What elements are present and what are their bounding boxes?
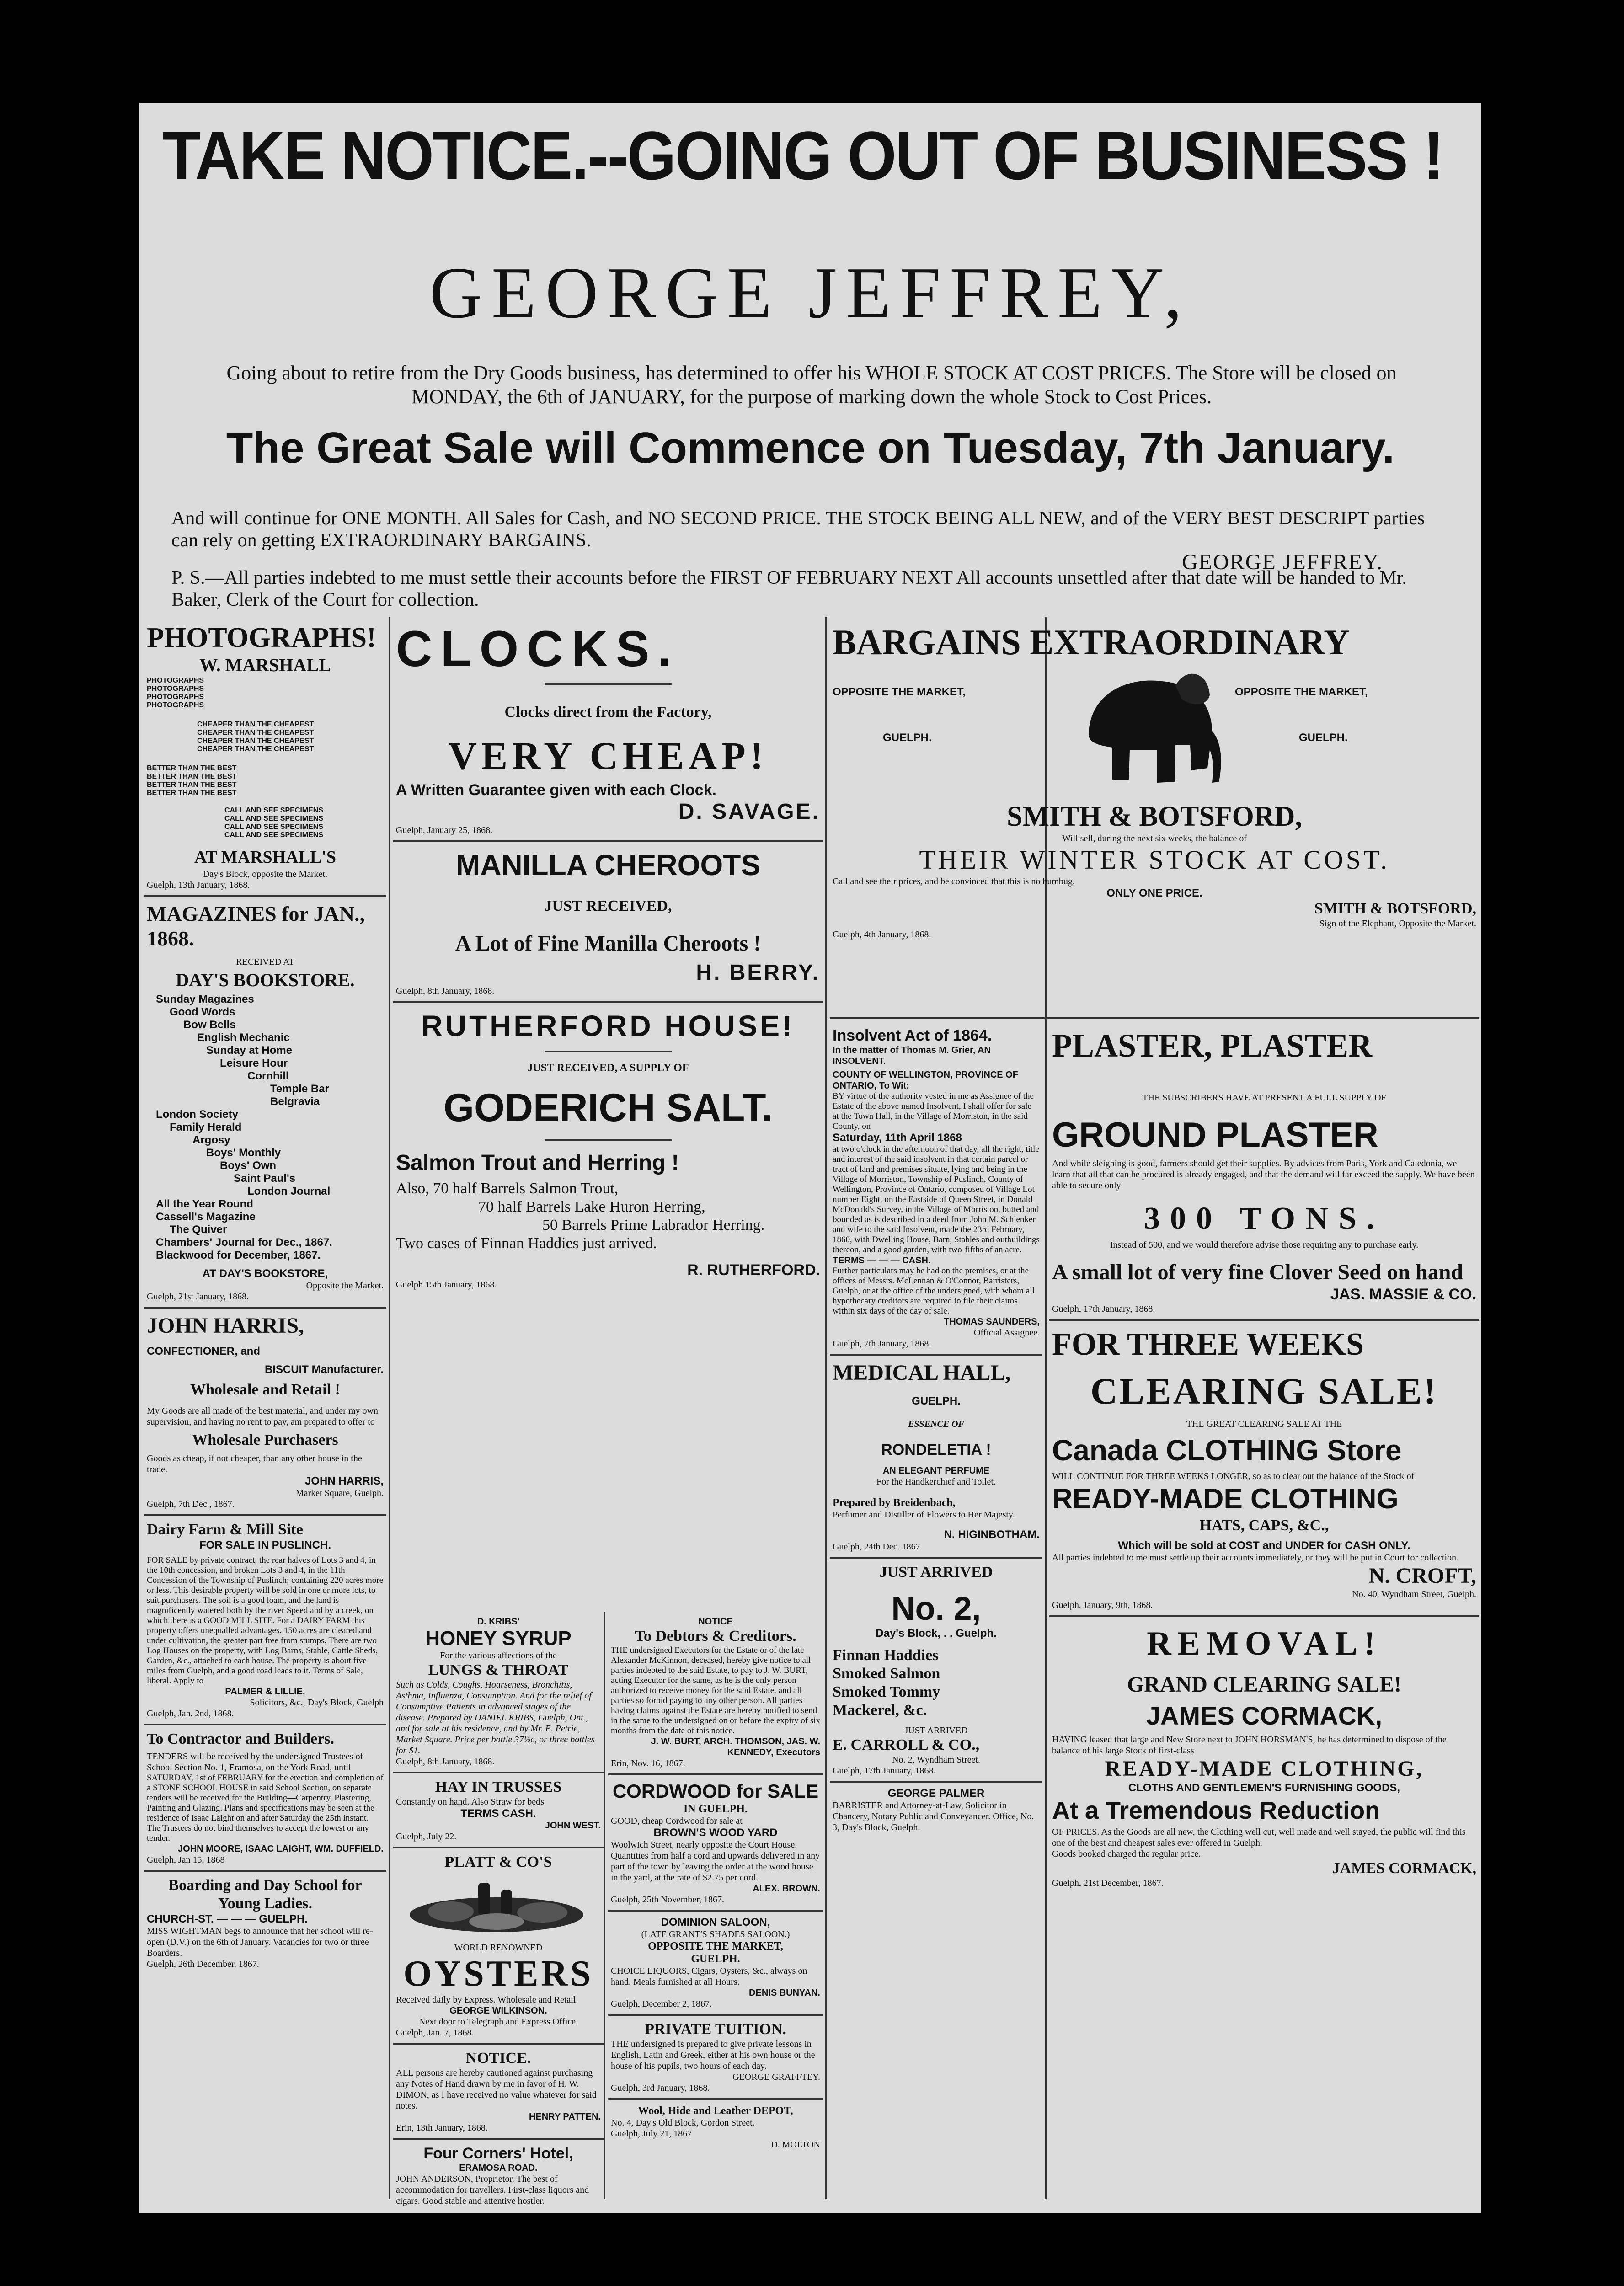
ad-title: REMOVAL! bbox=[1147, 1625, 1382, 1662]
ad-line: RECEIVED AT bbox=[236, 957, 294, 967]
ad-body: WILL CONTINUE FOR THREE WEEKS LONGER, so as to clear out the balance of the Stock of bbox=[1052, 1471, 1415, 1481]
ad-date: Guelph, Jan 15, 1868 bbox=[147, 1855, 225, 1865]
ad-line: PHOTOGRAPHS bbox=[147, 693, 204, 701]
ad-line: BETTER THAN THE BEST bbox=[147, 789, 237, 797]
list-item: Boys' Own bbox=[220, 1159, 277, 1172]
ad-line: BISCUIT Manufacturer. bbox=[264, 1363, 384, 1376]
ad-title: GEORGE PALMER bbox=[887, 1787, 985, 1800]
ad-title: To Debtors & Creditors. bbox=[635, 1628, 796, 1645]
ad-line: Which will be sold at COST and UNDER for CASH ONLY. bbox=[1118, 1539, 1410, 1552]
ad-name: W. MARSHALL bbox=[199, 655, 331, 675]
ad-body: My Goods are all made of the best material, and under my own supervision, and having no rent to pay, am prepared to offer to bbox=[147, 1406, 378, 1427]
ad-signature: D. SAVAGE. bbox=[678, 800, 820, 824]
ad-title: CORDWOOD for SALE bbox=[612, 1780, 819, 1802]
ad-subtitle: IN GUELPH. bbox=[683, 1803, 748, 1815]
ad-signature: N. HIGINBOTHAM. bbox=[944, 1528, 1040, 1541]
ad-date: Erin, Nov. 16, 1867. bbox=[611, 1758, 685, 1768]
ad-date: Guelph, 8th January, 1868. bbox=[396, 1757, 495, 1767]
four-corners-hotel-ad bbox=[393, 2140, 604, 2211]
contractor-ad bbox=[144, 1725, 386, 1872]
ad-headline: At a Tremendous Reduction bbox=[1052, 1797, 1380, 1824]
ad-headline: A Lot of Fine Manilla Cheroots ! bbox=[455, 931, 761, 956]
ad-headline: Saturday, 11th April 1868 bbox=[833, 1132, 962, 1144]
ad-title: PRIVATE TUITION. bbox=[645, 2021, 786, 2038]
ad-line: 70 half Barrels Lake Huron Herring, bbox=[478, 1198, 705, 1215]
ad-date: Guelph, 3rd January, 1868. bbox=[611, 2083, 710, 2093]
ad-signature: SMITH & BOTSFORD, bbox=[1314, 900, 1476, 917]
ad-address: No. 2, Wyndham Street. bbox=[892, 1755, 980, 1765]
divider bbox=[545, 1139, 672, 1141]
ad-signature: ALEX. BROWN. bbox=[753, 1884, 820, 1894]
ad-line: 50 Barrels Prime Labrador Herring. bbox=[542, 1217, 765, 1234]
ad-signature: GEORGE WILKINSON. bbox=[449, 2006, 547, 2016]
rutherford-house-ad bbox=[393, 1003, 823, 1295]
ad-date: Guelph, Jan. 7, 1868. bbox=[396, 2028, 474, 2038]
ad-title: HAY IN TRUSSES bbox=[435, 1779, 562, 1795]
ad-title: Dairy Farm & Mill Site bbox=[147, 1521, 303, 1538]
ad-date: Guelph, July 21, 1867 bbox=[611, 2129, 692, 2139]
ad-date: Guelph, 17th January, 1868. bbox=[833, 1766, 936, 1776]
ad-date: Guelph, 4th January, 1868. bbox=[833, 929, 931, 940]
boarding-school-ad bbox=[144, 1872, 386, 1974]
ad-line: CALL AND SEE SPECIMENS bbox=[224, 831, 324, 839]
ad-signature: D. MOLTON bbox=[771, 2140, 820, 2150]
ad-line: For the various affections of the bbox=[440, 1650, 557, 1661]
list-item: Saint Paul's bbox=[234, 1172, 296, 1185]
ad-body: OF PRICES. As the Goods are all new, the Clothing well cut, well made and well stayed, the public will find this one of the best and cheapest sales ever offered in Guelph. bbox=[1052, 1827, 1466, 1848]
newspaper-page bbox=[139, 103, 1481, 2213]
ad-body: A Written Guarantee given with each Clock. bbox=[396, 781, 716, 799]
list-item: Sunday Magazines bbox=[156, 993, 254, 1005]
ad-line: CHEAPER THAN THE CHEAPEST bbox=[197, 737, 314, 745]
ad-body: TENDERS will be received by the undersigned Trustees of School Section No. 1, Eramosa, on the York Road, until bbox=[147, 1752, 363, 1773]
removal-ad bbox=[1049, 1617, 1479, 1893]
divider bbox=[545, 683, 672, 685]
ad-address: Sign of the Elephant, Opposite the Market. bbox=[1319, 919, 1476, 929]
ad-subtitle: AT DAY'S BOOKSTORE, bbox=[202, 1267, 328, 1280]
list-item: Argosy bbox=[192, 1134, 230, 1146]
ad-signature: E. CARROLL & CO., bbox=[833, 1736, 980, 1753]
ad-subtitle: CHURCH-ST. — — — GUELPH. bbox=[147, 1913, 308, 1925]
ad-subtitle: A small lot of very fine Clover Seed on hand bbox=[1052, 1260, 1464, 1284]
honey-syrup-ad bbox=[393, 1612, 604, 1773]
ad-title: Four Corners' Hotel, bbox=[423, 2145, 573, 2162]
dominion-saloon-ad bbox=[608, 1912, 823, 2016]
ad-body: GOOD, cheap Cordwood for sale at bbox=[611, 1816, 743, 1826]
ad-line: CHEAPER THAN THE CHEAPEST bbox=[197, 729, 314, 737]
ad-date: Guelph, 24th Dec. 1867 bbox=[833, 1542, 920, 1552]
ad-subtitle: JUST RECEIVED, bbox=[544, 897, 672, 914]
ad-subtitle: Wholesale and Retail ! bbox=[190, 1381, 340, 1398]
list-item: Blackwood for December, 1867. bbox=[156, 1249, 321, 1261]
list-item: Chambers' Journal for Dec., 1867. bbox=[156, 1236, 332, 1249]
ad-signature: H. BERRY. bbox=[696, 961, 820, 985]
ad-body: Will sell, during the next six weeks, the balance of bbox=[1062, 833, 1247, 844]
ad-label: WORLD RENOWNED bbox=[454, 1943, 543, 1953]
ad-subtitle: THE SUBSCRIBERS HAVE AT PRESENT A FULL SUPPLY OF bbox=[1142, 1093, 1386, 1103]
ad-address: Day's Block, . . Guelph. bbox=[876, 1627, 997, 1640]
ad-signature: JAS. MASSIE & CO. bbox=[1330, 1286, 1476, 1303]
ad-title: Insolvent Act of 1864. bbox=[833, 1027, 992, 1044]
list-item: Good Words bbox=[170, 1006, 235, 1018]
ad-address: Next door to Telegraph and Express Office. bbox=[418, 2017, 578, 2027]
ad-title: JUST ARRIVED bbox=[879, 1564, 993, 1581]
ad-date: Guelph, December 2, 1867. bbox=[611, 1999, 712, 2009]
column-rule bbox=[825, 617, 827, 2199]
ad-body: Constantly on hand. Also Straw for beds bbox=[396, 1797, 544, 1807]
ad-line: PHOTOGRAPHS bbox=[147, 685, 204, 693]
divider bbox=[830, 1017, 1479, 1019]
three-weeks-ad bbox=[1049, 1321, 1479, 1617]
column-2a bbox=[393, 1612, 605, 2206]
ad-subtitle: FOR SALE IN PUSLINCH. bbox=[199, 1539, 331, 1551]
ad-subtitle: HATS, CAPS, &C., bbox=[1199, 1517, 1329, 1534]
ad-subtitle: OPPOSITE THE MARKET, bbox=[648, 1940, 783, 1952]
ad-title: CLOCKS. bbox=[396, 621, 680, 677]
ad-headline: OYSTERS bbox=[403, 1954, 593, 1994]
ad-subtitle: CLOTHS AND GENTLEMEN'S FURNISHING GOODS, bbox=[1128, 1782, 1400, 1794]
ad-subtitle: TERMS CASH. bbox=[460, 1807, 536, 1820]
list-item: Mackerel, &c. bbox=[833, 1702, 927, 1719]
ad-body: Goods booked charged the regular price. bbox=[1052, 1849, 1201, 1859]
ad-address: Day's Block, opposite the Market. bbox=[203, 869, 328, 879]
column-2b bbox=[608, 1612, 823, 2199]
ad-label: NOTICE bbox=[698, 1617, 733, 1627]
ad-headline: Canada CLOTHING Store bbox=[1052, 1434, 1402, 1467]
ad-body: SATURDAY, 1st of FEBRUARY for the erection and completion of a STONE SCHOOL HOUSE in said School Section, on separate tenders will be received for the Building—Carpentry, Plastering, Painting and Glazing. Plans and specifications may be seen at the residence of Isaac Laight on and after Saturday the 25th instant. The Trustees do not bind themselves to accept the lowest or any tender. bbox=[147, 1773, 384, 1843]
list-item: The Quiver bbox=[170, 1223, 227, 1236]
ad-body: CHOICE LIQUORS, Cigars, Oysters, &c., always on hand. Meals furnished at all Hours. bbox=[611, 1966, 807, 1987]
ad-headline: 300 TONS. bbox=[1143, 1201, 1385, 1236]
ad-date: Guelph, 8th January, 1868. bbox=[396, 986, 495, 996]
just-arrived-ad bbox=[830, 1559, 1042, 1783]
ad-title: Boarding and Day School for Young Ladies. bbox=[168, 1877, 362, 1912]
ad-address: No. 40, Wyndham Street, Guelph. bbox=[1352, 1589, 1476, 1599]
ad-headline: GROUND PLASTER bbox=[1052, 1116, 1378, 1154]
ad-body: MISS WIGHTMAN begs to announce that her school will re-open (D.V.) on the 6th of January. Vacancies for two or three Boarders. bbox=[147, 1926, 373, 1958]
ad-body: THE undersigned is prepared to give private lessons in English, Latin and Greek, either at his own house or the house of his pupils, two hours of each day. bbox=[611, 2039, 815, 2071]
header-advertisement bbox=[139, 103, 1481, 613]
clocks-ad bbox=[393, 617, 823, 842]
ad-line: GUELPH. bbox=[883, 732, 932, 744]
list-item: Family Herald bbox=[170, 1121, 242, 1133]
take-notice-headline: TAKE NOTICE.--GOING OUT OF BUSINESS ! bbox=[162, 117, 1443, 194]
hay-ad bbox=[393, 1773, 604, 1848]
ad-line: ESSENCE OF bbox=[908, 1419, 964, 1429]
ad-address: Solicitors, &c., Day's Block, Guelph bbox=[250, 1698, 384, 1708]
list-item: Sunday at Home bbox=[206, 1044, 293, 1057]
ad-line: Official Assignee. bbox=[973, 1328, 1040, 1338]
header-signature: GEORGE JEFFREY. bbox=[1182, 550, 1383, 574]
divider bbox=[545, 1051, 672, 1052]
postscript: P. S.—All parties indebted to me must settle their accounts before the FIRST OF FEBRUARY NEXT All accounts unsettled after that date will be handed to Mr. Baker, Clerk of the Court for collection. bbox=[171, 567, 1407, 610]
ad-title: MANILLA CHEROOTS bbox=[455, 849, 761, 881]
list-item: London Journal bbox=[247, 1185, 331, 1197]
oysters-ad bbox=[393, 1848, 604, 2045]
column-1 bbox=[144, 617, 386, 2199]
ad-body: And while sleighing is good, farmers should get their supplies. By advices from Paris, York and Caledonia, we learn that all that can be procured is already engaged, and that the demand will far exceed the supply. We have been able to secure only bbox=[1052, 1159, 1475, 1191]
ad-line: THE GREAT CLEARING SALE AT THE bbox=[1186, 1419, 1342, 1429]
ad-subtitle: DAY'S BOOKSTORE. bbox=[176, 970, 355, 990]
ad-signature: THOMAS SAUNDERS, bbox=[943, 1317, 1040, 1327]
ad-body: ALL persons are hereby cautioned against purchasing any Notes of Hand drawn by me in favor of H. W. DIMON, as I have received no value whatever for said notes. bbox=[396, 2068, 597, 2111]
retirement-intro: Going about to retire from the Dry Goods business, has determined to offer his WHOLE STOCK AT COST PRICES. The Store will be closed on MONDAY, the 6th of JANUARY, for the purpose of marking down the whole Stock to Cost Prices. bbox=[226, 362, 1397, 408]
cordwood-ad bbox=[608, 1775, 823, 1912]
ad-subtitle: AT MARSHALL'S bbox=[194, 848, 337, 867]
ad-line: CALL AND SEE SPECIMENS bbox=[224, 823, 324, 831]
ad-title: DOMINION SALOON, bbox=[661, 1916, 770, 1928]
ad-body: BY virtue of the authority vested in me as Assignee of the Estate of the above named Insolvent, I shall offer for sale at the Town Hall, in the Village of Morriston, in the said County, on bbox=[833, 1091, 1034, 1131]
john-harris-ad bbox=[144, 1309, 386, 1516]
column-rule bbox=[389, 617, 390, 2199]
ad-signature: R. RUTHERFORD. bbox=[687, 1261, 820, 1279]
ad-line: OPPOSITE THE MARKET, bbox=[833, 686, 966, 698]
ad-date: Guelph, 21st December, 1867. bbox=[1052, 1878, 1164, 1888]
private-tuition-ad bbox=[608, 2016, 823, 2100]
ad-headline: BROWN'S WOOD YARD bbox=[653, 1827, 778, 1839]
list-item: London Society bbox=[156, 1108, 238, 1121]
ad-line: GUELPH. bbox=[1299, 732, 1348, 744]
list-item: Smoked Salmon bbox=[833, 1665, 940, 1682]
ad-line: JUST ARRIVED bbox=[904, 1725, 968, 1736]
dairy-farm-ad bbox=[144, 1516, 386, 1725]
ad-body: Further particulars may be had on the premises, or at the offices of Messrs. McLennan & O'Connor, Barristers, Guelph, or at the office of the undersigned, with whom all hypothecary creditors are required to file their claims within six days of the day of sale. bbox=[833, 1266, 1035, 1316]
ad-headline: VERY CHEAP! bbox=[448, 734, 768, 778]
ad-body: FOR SALE by private contract, the rear halves of Lots 3 and 4, in the 10th concession, and broken Lots 3 and 4, in the 11th Concession of the Township of Puslinch; containing 220 acres more or less. This desirable property will be sold in one or more lots, to suit purchasers. The soil is a good loam, and the land is magnificently watered both by the river Speed and by a creek, on which there is a GOOD MILL SITE. For a DAIRY FARM this property offers unequalled advantages. 150 acres are cleared and under cultivation, the greater part free from stumps. There are two Log Houses on the property, with Log Barns, Stable, Cattle Sheds, Garden, &c., attached to each house. The property is about five miles from Guelph, and a good road leads to it. Terms of Sale, liberal. Apply to bbox=[147, 1555, 384, 1686]
ad-headline: JAMES CORMACK, bbox=[1146, 1701, 1383, 1730]
plaster-ad bbox=[1049, 1022, 1479, 1321]
ad-body: at two o'clock in the afternoon of that day, all the right, title and interest of the said insolvent in that certain parcel or tract of land and premises situate, lying and being in the Village of Morriston, Township of Puslinch, County of Wellington, Province of Ontario, composed of Village Lot number Eight, on the Eastside of Queen Street, in Donald McDonald's Survey, in the Village of Morriston, butted and bounded as is described in a deed from John M. Schlenker and wife to the said Insolvent, made the 23rd February, 1860, with Dwelling House, Barn, Stables and outbuildings thereon, and a good garden, with two-fifths of an acre. bbox=[833, 1144, 1040, 1255]
ad-subtitle: ERAMOSA ROAD. bbox=[459, 2163, 538, 2173]
ad-signature: N. CROFT, bbox=[1368, 1564, 1476, 1588]
ad-body: Perfumer and Distiller of Flowers to Her Majesty. bbox=[833, 1510, 1015, 1520]
list-item: Finnan Haddies bbox=[833, 1647, 939, 1664]
ad-address: Opposite the Market. bbox=[306, 1281, 384, 1291]
ad-date: Guelph, 7th Dec., 1867. bbox=[147, 1499, 235, 1509]
ad-date: Guelph, January 25, 1868. bbox=[396, 825, 493, 835]
ad-line: CHEAPER THAN THE CHEAPEST bbox=[197, 745, 314, 753]
ad-headline: GRAND CLEARING SALE! bbox=[1127, 1672, 1402, 1697]
ad-title: PLASTER, PLASTER bbox=[1052, 1027, 1373, 1064]
list-item: Leisure Hour bbox=[220, 1057, 288, 1069]
wool-depot-ad bbox=[608, 2100, 823, 2155]
ad-headline: SMITH & BOTSFORD, bbox=[1007, 801, 1302, 832]
ad-title: JOHN HARRIS, bbox=[147, 1314, 304, 1338]
ad-body: Call and see their prices, and be convinced that this is no humbug. bbox=[833, 876, 1075, 887]
ad-line: BETTER THAN THE BEST bbox=[147, 773, 237, 780]
ad-date: Guelph, January, 9th, 1868. bbox=[1052, 1600, 1153, 1610]
ad-title: To Contractor and Builders. bbox=[147, 1731, 334, 1747]
manilla-cheroots-ad bbox=[393, 842, 823, 1003]
ad-signature: PALMER & LILLIE, bbox=[225, 1687, 305, 1697]
debtors-notice-ad bbox=[608, 1612, 823, 1775]
ad-body: BARRISTER and Attorney-at-Law, Solicitor in Chancery, Notary Public and Conveyancer. Office, No. 3, Day's Block, Guelph. bbox=[833, 1800, 1034, 1832]
list-item: Boys' Monthly bbox=[206, 1147, 281, 1159]
oyster-illustration bbox=[396, 1871, 597, 1940]
ad-date: Guelph, 25th November, 1867. bbox=[611, 1895, 725, 1905]
ad-subtitle: Prepared by Breidenbach, bbox=[833, 1497, 956, 1509]
medical-hall-ad bbox=[830, 1356, 1042, 1559]
column-3 bbox=[830, 1022, 1042, 2199]
ad-line: OPPOSITE THE MARKET, bbox=[1235, 686, 1368, 698]
ad-signature: J. W. BURT, ARCH. THOMSON, JAS. W. KENNEDY, Executors bbox=[651, 1736, 820, 1757]
insolvent-act-ad bbox=[830, 1022, 1042, 1356]
list-item: Bow Bells bbox=[183, 1019, 236, 1031]
ad-headline: CLEARING SALE! bbox=[1090, 1370, 1438, 1412]
ad-label: (LATE GRANT'S SHADES SALOON.) bbox=[641, 1929, 790, 1939]
ad-line: Two cases of Finnan Haddies just arrived. bbox=[396, 1235, 657, 1252]
ad-subtitle: TERMS — — — CASH. bbox=[833, 1255, 931, 1266]
ad-line: AN ELEGANT PERFUME bbox=[882, 1466, 990, 1476]
ad-body: Such as Colds, Coughs, Hoarseness, Bronchitis, Asthma, Influenza, Consumption. And for the relief of Consumptive Patients in advanced stages of the disease. Prepared by DANIEL KRIBS, Guelph, Ont., and for sale at his residence, and by Mr. E. Petrie, Market Square. Price per bottle 37½c, or three bottles for $1. bbox=[396, 1680, 595, 1756]
ad-body: THE undersigned Executors for the Estate or of the late Alexander McKinnon, deceased, hereby give notice to all parties indebted to the said Estate, to pay to J. W. BURT, acting Executor for the same, as he is the only person authorized to receive money for the said Estate, and all parties so forbid paying to any other person. All parties having claims against the Estate are hereby notified to send in the same to the undersigned on or before the expiry of six months from the date of this notice. bbox=[611, 1645, 820, 1736]
notice-ad bbox=[393, 2045, 604, 2140]
ad-date: Guelph, 7th January, 1868. bbox=[833, 1339, 931, 1349]
list-item: English Mechanic bbox=[197, 1031, 290, 1044]
ad-signature: JOHN HARRIS, bbox=[304, 1475, 384, 1487]
ad-body: All parties indebted to me must settle up their accounts immediately, or they will be put in Court for collection. bbox=[1052, 1553, 1459, 1563]
ad-subtitle: Salmon Trout and Herring ! bbox=[396, 1151, 679, 1175]
ad-body: Received daily by Express. Wholesale and Retail. bbox=[396, 1995, 578, 2005]
george-palmer-ad bbox=[830, 1783, 1042, 1837]
ad-headline: RONDELETIA ! bbox=[881, 1441, 991, 1458]
ad-subtitle: JUST RECEIVED, A SUPPLY OF bbox=[527, 1062, 689, 1074]
list-item: Cassell's Magazine bbox=[156, 1211, 256, 1223]
sale-headline: The Great Sale will Commence on Tuesday, 7th January. bbox=[226, 423, 1395, 472]
bargains-ad bbox=[830, 617, 1479, 1020]
ad-title: MEDICAL HALL, bbox=[833, 1361, 1011, 1385]
ad-title: MAGAZINES for JAN., 1868. bbox=[147, 902, 365, 950]
list-item: Temple Bar bbox=[270, 1083, 329, 1095]
ad-line: PHOTOGRAPHS bbox=[147, 677, 204, 684]
list-item: Belgravia bbox=[270, 1095, 320, 1108]
ad-address: Market Square, Guelph. bbox=[295, 1488, 384, 1498]
ad-line: CALL AND SEE SPECIMENS bbox=[224, 807, 324, 814]
column-4 bbox=[1049, 1022, 1479, 2199]
elephant-icon bbox=[1070, 663, 1226, 796]
ad-address: No. 4, Day's Old Block, Gordon Street. bbox=[611, 2118, 755, 2128]
list-item: Cornhill bbox=[247, 1070, 289, 1082]
ad-headline: READY-MADE CLOTHING bbox=[1052, 1483, 1399, 1515]
list-item: All the Year Round bbox=[156, 1198, 253, 1210]
ad-headline: No. 2, bbox=[891, 1591, 981, 1627]
ad-line: COUNTY OF WELLINGTON, PROVINCE OF ONTARIO, To Wit: bbox=[833, 1070, 1018, 1091]
merchant-name: GEORGE JEFFREY, bbox=[429, 252, 1191, 333]
ad-title: PHOTOGRAPHS! bbox=[147, 622, 376, 653]
ad-body: Goods as cheap, if not cheaper, than any other house in the trade. bbox=[147, 1453, 362, 1474]
ad-body: Instead of 500, and we would therefore advise those requiring any to purchase early. bbox=[1110, 1240, 1419, 1250]
ad-line: BETTER THAN THE BEST bbox=[147, 764, 237, 772]
ad-date: Guelph, 13th January, 1868. bbox=[147, 880, 250, 890]
ad-title: RUTHERFORD HOUSE! bbox=[421, 1009, 795, 1042]
ad-subtitle: ONLY ONE PRICE. bbox=[1106, 887, 1202, 899]
photographs-ad bbox=[144, 617, 386, 897]
ad-date: Guelph, Jan. 2nd, 1868. bbox=[147, 1709, 234, 1719]
ad-date: Guelph, 26th December, 1867. bbox=[147, 1959, 259, 1969]
ad-subtitle: Clocks direct from the Factory, bbox=[504, 704, 712, 721]
ad-signature: JAMES CORMACK, bbox=[1332, 1860, 1476, 1877]
ad-title: Wool, Hide and Leather DEPOT, bbox=[638, 2105, 793, 2117]
ad-subtitle: In the matter of Thomas M. Grier, AN INSOLVENT. bbox=[833, 1045, 991, 1066]
ad-headline: READY-MADE CLOTHING, bbox=[1105, 1757, 1424, 1781]
ad-signature: DENIS BUNYAN. bbox=[749, 1988, 820, 1998]
ad-body: Woolwich Street, nearly opposite the Court House. Quantities from half a cord and upwards delivered in any part of the town by leaving the order at the wood house in the yard, at the rate of $2.75 per cord. bbox=[611, 1840, 820, 1883]
ad-date: Guelph, 17th January, 1868. bbox=[1052, 1304, 1155, 1314]
ad-date: Guelph, 21st January, 1868. bbox=[147, 1292, 249, 1302]
ad-title: HONEY SYRUP bbox=[425, 1627, 572, 1650]
ad-line: PHOTOGRAPHS bbox=[147, 701, 204, 709]
elephant-banner bbox=[833, 663, 1476, 800]
ad-line: BETTER THAN THE BEST bbox=[147, 781, 237, 789]
ad-date: Guelph 15th January, 1868. bbox=[396, 1280, 497, 1290]
ad-signature: JOHN MOORE, ISAAC LAIGHT, WM. DUFFIELD. bbox=[178, 1844, 384, 1854]
ad-signature: HENRY PATTEN. bbox=[529, 2112, 601, 2122]
ad-label: D. KRIBS' bbox=[477, 1617, 520, 1627]
ad-date: Guelph, July 22. bbox=[396, 1832, 457, 1842]
list-item: Smoked Tommy bbox=[833, 1683, 940, 1700]
sale-details bbox=[171, 507, 1452, 573]
ad-headline: GODERICH SALT. bbox=[443, 1086, 773, 1130]
ad-subtitle: GUELPH. bbox=[691, 1953, 740, 1965]
ad-subtitle: Wholesale Purchasers bbox=[192, 1431, 338, 1448]
ad-body: JOHN ANDERSON, Proprietor. The best of accommodation for travellers. First-class liquors and cigars. Good stable and attentive hostler. bbox=[396, 2174, 589, 2206]
magazines-ad bbox=[144, 897, 386, 1309]
ad-headline: LUNGS & THROAT bbox=[428, 1661, 569, 1678]
ad-line: Also, 70 half Barrels Salmon Trout, bbox=[396, 1180, 619, 1197]
ad-body: HAVING leased that large and New Store next to JOHN HORSMAN'S, he has determined to dispose of the balance of his large Stock of first-class bbox=[1052, 1735, 1447, 1756]
ad-title: BARGAINS EXTRAORDINARY bbox=[833, 622, 1350, 662]
ad-title: NOTICE. bbox=[465, 2050, 531, 2067]
ad-line: CALL AND SEE SPECIMENS bbox=[224, 815, 324, 823]
sale-terms: And will continue for ONE MONTH. All Sales for Cash, and NO SECOND PRICE. THE STOCK BEING ALL NEW, and of the VERY BEST DESCRIPT parties can rely on getting EXTRAORDINARY BARGAINS. bbox=[171, 508, 1425, 551]
ad-date: Erin, 13th January, 1868. bbox=[396, 2123, 488, 2133]
ad-title: FOR THREE WEEKS bbox=[1052, 1327, 1364, 1362]
ad-signature: JOHN WEST. bbox=[545, 1821, 601, 1831]
ad-subtitle: GUELPH. bbox=[912, 1395, 961, 1407]
ad-title: PLATT & CO'S bbox=[444, 1853, 552, 1870]
ad-headline: THEIR WINTER STOCK AT COST. bbox=[919, 845, 1390, 875]
ad-line: CONFECTIONER, and bbox=[147, 1345, 261, 1357]
ad-signature: GEORGE GRAFFTEY. bbox=[732, 2072, 820, 2082]
ad-line: For the Handkerchief and Toilet. bbox=[876, 1477, 996, 1487]
ad-line: CHEAPER THAN THE CHEAPEST bbox=[197, 721, 314, 728]
